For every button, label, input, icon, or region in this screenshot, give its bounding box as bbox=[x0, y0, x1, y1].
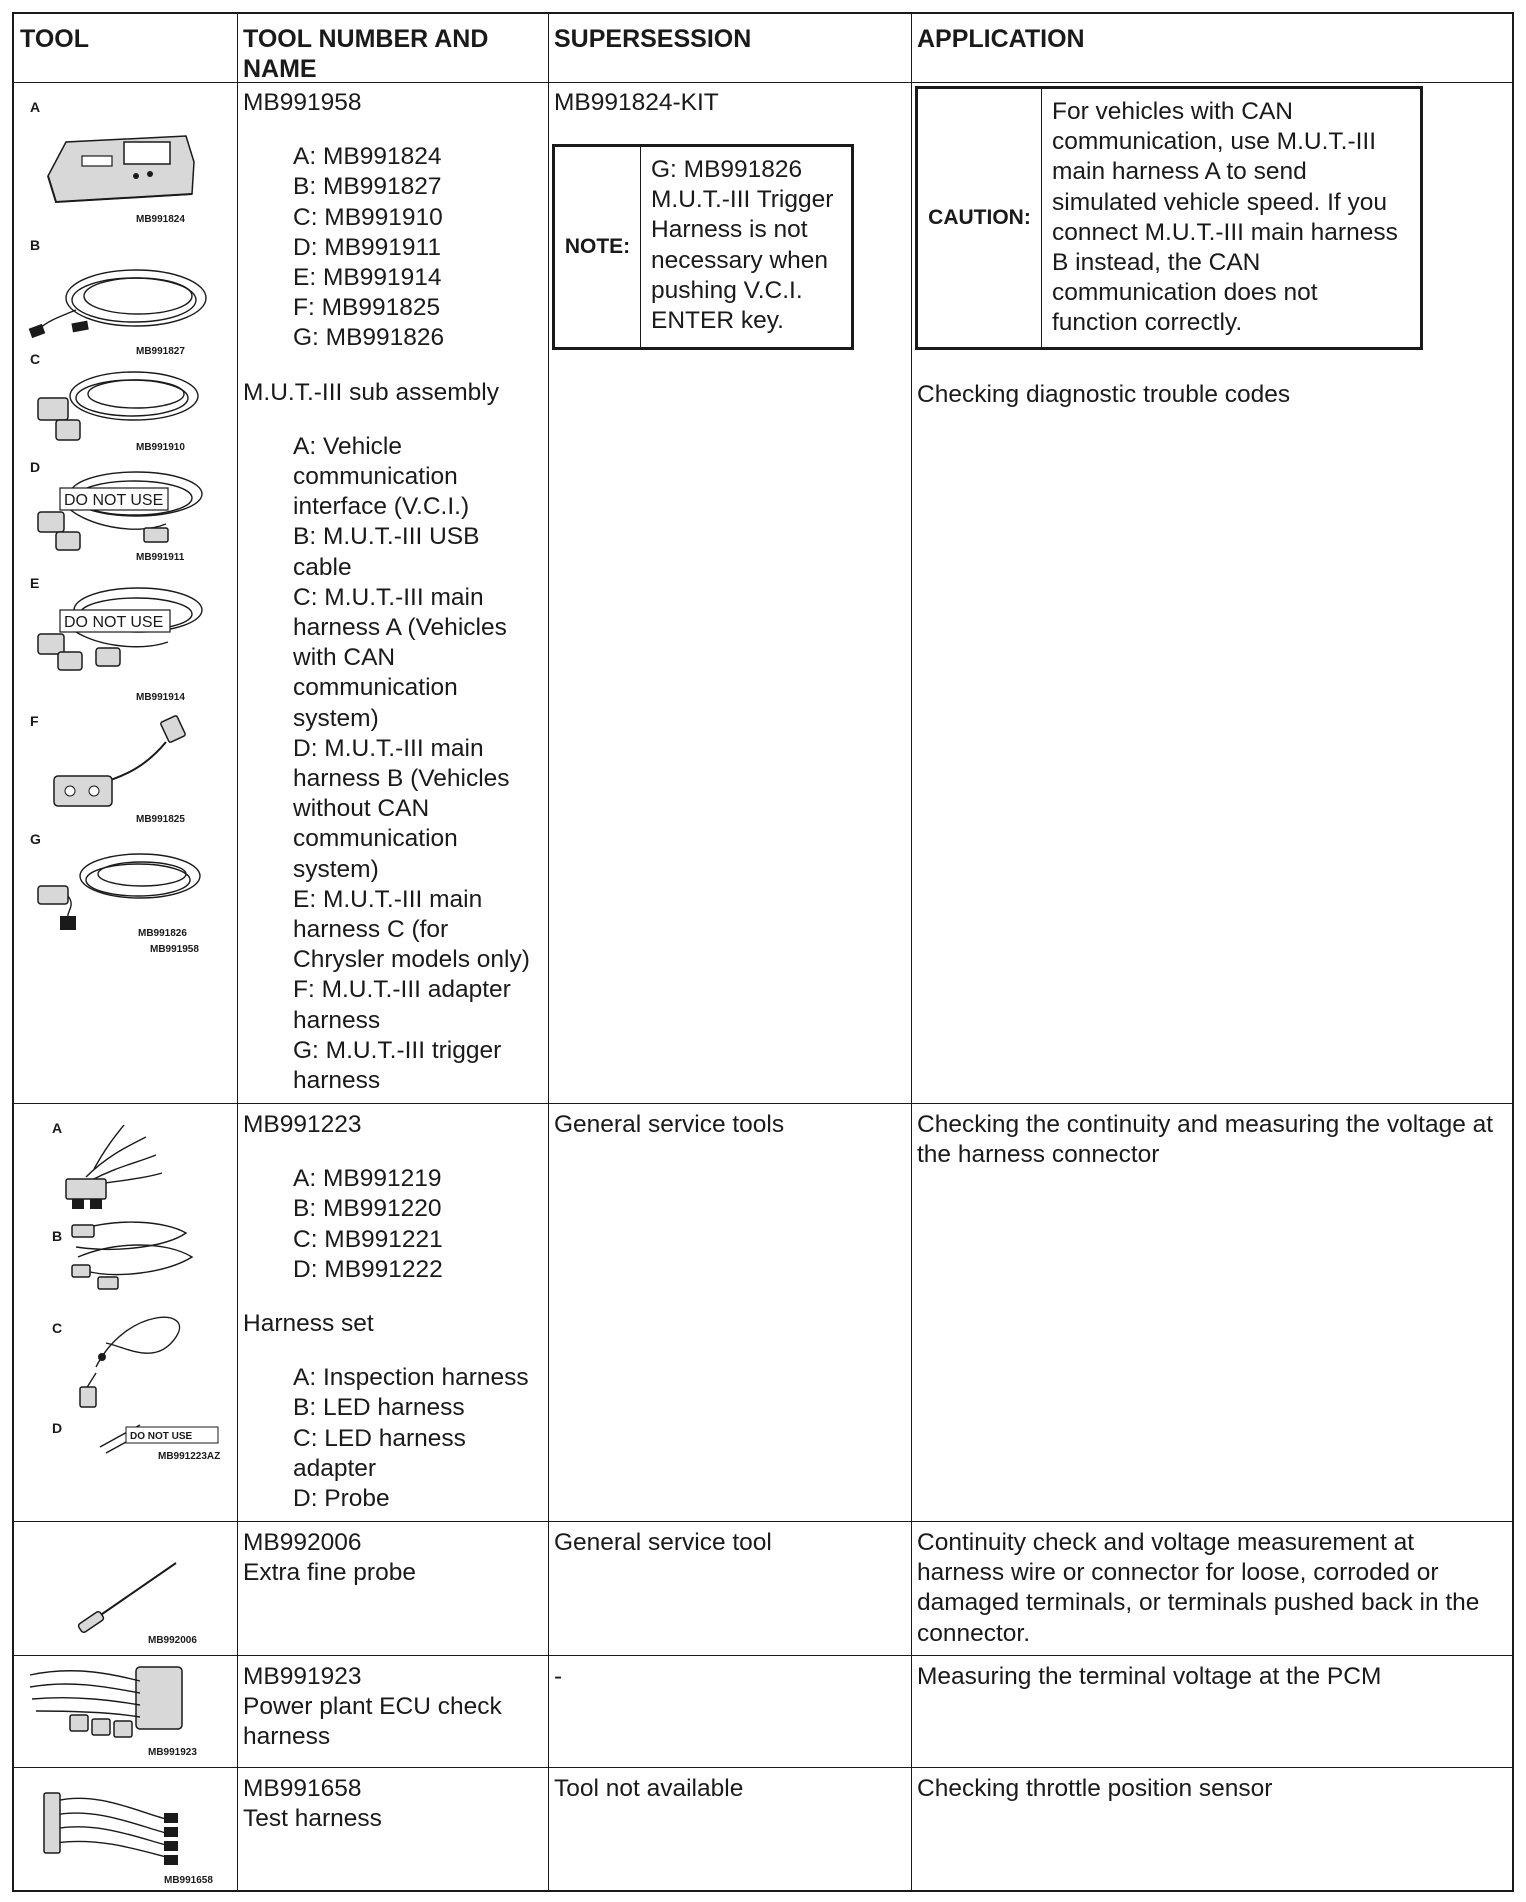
row3-number: MB992006 bbox=[243, 1529, 362, 1556]
figure-caption-mb991658: MB991658 bbox=[164, 1875, 213, 1886]
figure-letter-f: F bbox=[30, 713, 39, 729]
row-divider-2 bbox=[14, 1521, 1512, 1522]
trigger-harness-drawing bbox=[38, 854, 200, 930]
led-harness-drawing bbox=[72, 1222, 192, 1289]
note-text: G: MB991826 M.U.T.-III Trigger Harness is not necessary when pushing V.C.I. ENTER key. bbox=[651, 156, 834, 335]
header-application: APPLICATION bbox=[917, 25, 1085, 53]
column-divider-1 bbox=[237, 14, 238, 1890]
header-tool-number-line1: TOOL NUMBER AND bbox=[243, 25, 489, 53]
row-divider-4 bbox=[14, 1767, 1512, 1768]
row3-tool-number bbox=[243, 1528, 416, 1588]
figure-caption-mb991824: MB991824 bbox=[136, 214, 185, 225]
row-divider-1 bbox=[14, 1103, 1512, 1104]
row1-name-part: E: M.U.T.-III main bbox=[293, 885, 483, 913]
row1-name-part: C: M.U.T.-III main bbox=[293, 583, 484, 611]
row1-name-part: without CAN bbox=[293, 795, 430, 823]
row1-name-part: F: M.U.T.-III adapter bbox=[293, 976, 511, 1004]
header-tool-number-line2: NAME bbox=[243, 55, 317, 83]
note-label: NOTE: bbox=[555, 147, 641, 347]
row1-name-part: system) bbox=[293, 855, 379, 883]
row1-name-part: Chrysler models only) bbox=[293, 946, 530, 974]
row1-part: E: MB991914 bbox=[293, 264, 442, 292]
row-divider-header bbox=[14, 82, 1512, 83]
note-box bbox=[552, 144, 854, 350]
row2-name: Harness set bbox=[243, 1310, 374, 1338]
row2-number: MB991223 bbox=[243, 1111, 362, 1138]
row4-number: MB991923 bbox=[243, 1663, 362, 1690]
row2-name-part: adapter bbox=[293, 1454, 377, 1482]
row5-tool-number bbox=[243, 1774, 382, 1834]
led-harness-adapter-drawing bbox=[80, 1317, 180, 1407]
figure-caption-mb991910: MB991910 bbox=[136, 442, 185, 453]
figure-letter-c: C bbox=[52, 1320, 63, 1336]
row4-application: Measuring the terminal voltage at the PCM bbox=[917, 1663, 1382, 1690]
row1-tool-number bbox=[243, 88, 530, 1096]
row2-supersession: General service tools bbox=[554, 1111, 785, 1138]
header-tool-number bbox=[243, 24, 488, 84]
row1-name-part: system) bbox=[293, 704, 379, 732]
figure-caption-mb991914: MB991914 bbox=[136, 692, 185, 703]
row1-name-part: harness bbox=[293, 1006, 381, 1034]
row1-part: F: MB991825 bbox=[293, 294, 441, 322]
figure-letter-g: G bbox=[30, 831, 41, 847]
row3-supersession: General service tool bbox=[554, 1529, 772, 1556]
mut3-kit-figure bbox=[16, 86, 236, 1103]
inspection-harness-drawing bbox=[66, 1125, 162, 1209]
row1-name-part: interface (V.C.I.) bbox=[293, 493, 470, 521]
row1-name-part: with CAN bbox=[293, 644, 396, 672]
row1-name-part: D: M.U.T.-III main bbox=[293, 734, 484, 762]
row2-name-part: D: Probe bbox=[293, 1485, 390, 1513]
row1-name-part: harness bbox=[293, 1067, 381, 1095]
row2-name-part: B: LED harness bbox=[293, 1394, 465, 1422]
row2-part: A: MB991219 bbox=[293, 1165, 442, 1193]
figure-letter-a: A bbox=[52, 1120, 63, 1136]
row1-name-part: harness C (for bbox=[293, 916, 449, 944]
row1-supersession: MB991824-KIT bbox=[554, 89, 719, 116]
row1-name-part: G: M.U.T.-III trigger bbox=[293, 1036, 502, 1064]
row1-part: C: MB991910 bbox=[293, 203, 443, 231]
figure-caption-mb991826: MB991826 bbox=[138, 928, 187, 939]
row1-part: D: MB991911 bbox=[293, 233, 441, 261]
vci-unit-drawing bbox=[48, 136, 194, 202]
row1-part: B: MB991827 bbox=[293, 173, 442, 201]
row5-application: Checking throttle position sensor bbox=[917, 1775, 1273, 1802]
column-divider-2 bbox=[548, 14, 549, 1890]
row1-name-part: communication bbox=[293, 674, 458, 702]
figure-caption-mb991923: MB991923 bbox=[148, 1747, 197, 1758]
row1-name-part: A: Vehicle bbox=[293, 432, 402, 460]
figure-caption-mb992006: MB992006 bbox=[148, 1635, 197, 1646]
figure-letter-d: D bbox=[30, 459, 41, 475]
row1-name-part: cable bbox=[293, 553, 352, 581]
do-not-use-label-probe: DO NOT USE bbox=[130, 1431, 193, 1442]
header-supersession: SUPERSESSION bbox=[554, 25, 752, 53]
row1-name: M.U.T.-III sub assembly bbox=[243, 378, 499, 406]
row2-part: D: MB991222 bbox=[293, 1255, 443, 1283]
row1-name-part: harness A (Vehicles bbox=[293, 614, 507, 642]
figure-caption-mb991911: MB991911 bbox=[136, 552, 185, 563]
figure-caption-mb991827: MB991827 bbox=[136, 346, 185, 357]
do-not-use-label-d: DO NOT USE bbox=[64, 492, 164, 509]
row2-part: C: MB991221 bbox=[293, 1225, 443, 1253]
header-tool: TOOL bbox=[20, 25, 89, 53]
probe-drawing bbox=[100, 1425, 218, 1453]
row5-name: Test harness bbox=[243, 1805, 382, 1833]
figure-letter-a: A bbox=[30, 99, 41, 115]
main-harness-c-drawing bbox=[38, 588, 202, 670]
figure-letter-b: B bbox=[30, 237, 41, 253]
column-divider-3 bbox=[911, 14, 912, 1890]
adapter-harness-drawing bbox=[54, 715, 186, 806]
row1-application: Checking diagnostic trouble codes bbox=[917, 381, 1291, 408]
harness-set-figure bbox=[16, 1107, 236, 1522]
extra-fine-probe-figure bbox=[16, 1525, 236, 1656]
row1-part: A: MB991824 bbox=[293, 143, 442, 171]
usb-cable-drawing bbox=[29, 270, 206, 338]
row1-name-part: B: M.U.T.-III USB bbox=[293, 523, 480, 551]
row1-part: G: MB991826 bbox=[293, 324, 445, 352]
row2-name-part: C: LED harness bbox=[293, 1424, 466, 1452]
figure-caption-mb991825: MB991825 bbox=[136, 814, 185, 825]
row4-supersession: - bbox=[554, 1663, 563, 1690]
test-harness-figure bbox=[16, 1771, 236, 1894]
caution-box bbox=[915, 86, 1423, 350]
row4-tool-number bbox=[243, 1662, 502, 1753]
row4-name-line: harness bbox=[243, 1723, 331, 1751]
row5-number: MB991658 bbox=[243, 1775, 362, 1802]
row1-name-part: harness B (Vehicles bbox=[293, 765, 510, 793]
figure-caption-mb991223az: MB991223AZ bbox=[158, 1451, 221, 1462]
row2-application: Checking the continuity and measuring the voltage at the harness connector bbox=[917, 1111, 1494, 1169]
row4-name-line: Power plant ECU check bbox=[243, 1693, 502, 1721]
figure-letter-c: C bbox=[30, 351, 41, 367]
row1-name-part: communication bbox=[293, 463, 458, 491]
figure-caption-mb991958: MB991958 bbox=[150, 944, 199, 955]
row1-number: MB991958 bbox=[243, 89, 362, 116]
do-not-use-label-e: DO NOT USE bbox=[64, 614, 164, 631]
row2-part: B: MB991220 bbox=[293, 1195, 442, 1223]
row3-application: Continuity check and voltage measurement at harness wire or connector for loose, corroded or damaged terminals, or terminals pushed back in the connector. bbox=[917, 1529, 1480, 1647]
row2-tool-number bbox=[243, 1110, 529, 1514]
ecu-check-harness-figure bbox=[16, 1659, 236, 1768]
row2-name-part: A: Inspection harness bbox=[293, 1364, 529, 1392]
main-harness-a-drawing bbox=[38, 372, 198, 440]
main-harness-b-drawing bbox=[38, 472, 202, 550]
row3-name: Extra fine probe bbox=[243, 1559, 416, 1587]
caution-text: For vehicles with CAN communication, use M.U.T.-III main harness A to send simulated vehicle speed. If you connect M.U.T.-III main harness B instead, the CAN communication does not function correctly. bbox=[1052, 98, 1398, 337]
figure-letter-e: E bbox=[30, 575, 40, 591]
row-divider-3 bbox=[14, 1655, 1512, 1656]
row5-supersession: Tool not available bbox=[554, 1775, 744, 1802]
row1-name-part: communication bbox=[293, 825, 458, 853]
special-tools-table bbox=[12, 12, 1514, 1892]
caution-label: CAUTION: bbox=[918, 89, 1042, 347]
figure-letter-b: B bbox=[52, 1228, 63, 1244]
figure-letter-d: D bbox=[52, 1420, 63, 1436]
